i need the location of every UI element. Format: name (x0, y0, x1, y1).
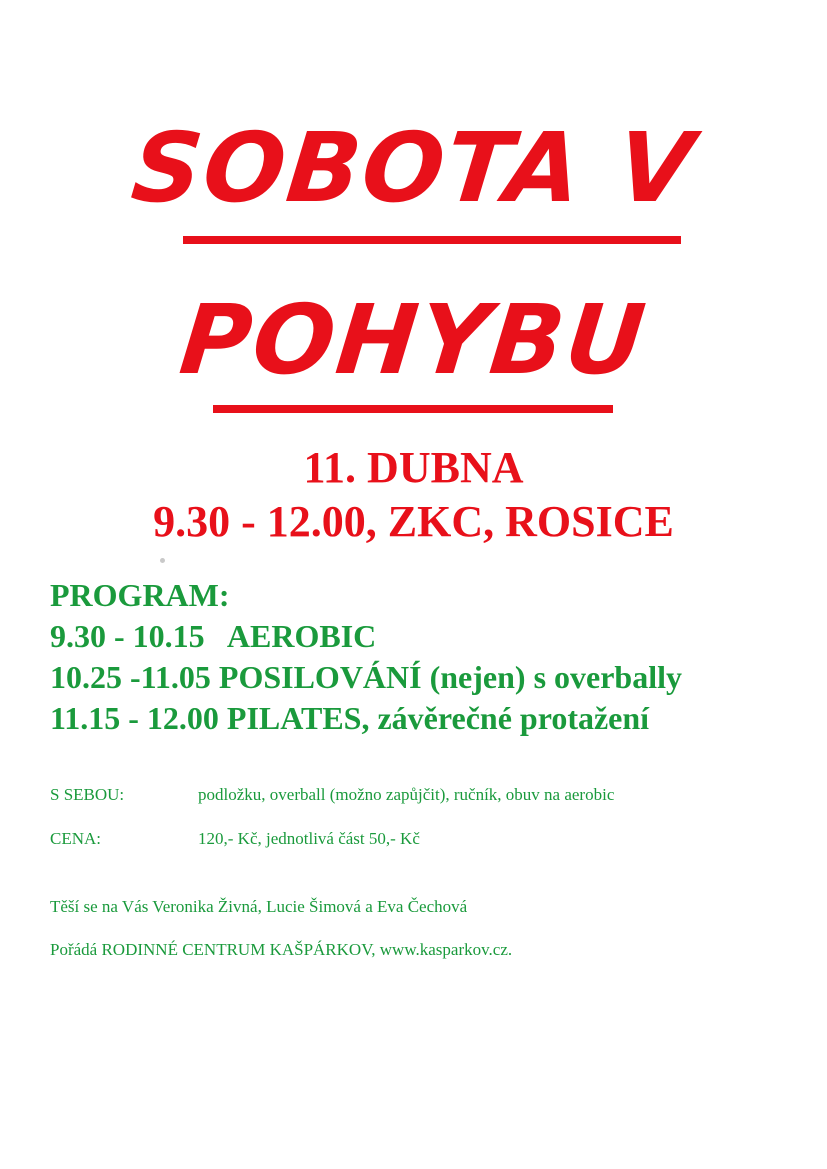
program-item-activity: AEROBIC (226, 618, 377, 654)
poster-title-line1: SOBOTA V (126, 112, 701, 224)
price-row (50, 829, 420, 849)
program-item-time: 11.15 - 12.00 (50, 700, 219, 736)
event-date: 11. DUBNA (303, 443, 524, 492)
bring-label: S SEBOU: (50, 785, 125, 804)
price-value: 120,- Kč, jednotlivá část 50,- Kč (198, 829, 420, 848)
program-item (50, 659, 682, 696)
poster-title-line2: POHYBU (175, 284, 652, 396)
price-label: CENA: (50, 829, 101, 848)
program-item-time: 9.30 - 10.15 (50, 618, 205, 654)
title-underline-1 (183, 236, 681, 244)
program-item-time: 10.25 -11.05 (50, 659, 211, 695)
program-item-activity: POSILOVÁNÍ (nejen) s overbally (218, 659, 682, 695)
bring-row (50, 785, 614, 805)
organizer-text: Pořádá RODINNÉ CENTRUM KAŠPÁRKOV, www.kasparkov.cz. (50, 940, 513, 959)
program-item (50, 618, 376, 655)
stray-dot (160, 558, 165, 563)
hosts-text: Těší se na Vás Veronika Živná, Lucie Šimová a Eva Čechová (50, 897, 468, 916)
bring-value: podložku, overball (možno zapůjčit), ručník, obuv na aerobic (198, 785, 615, 804)
event-time-place: 9.30 - 12.00, ZKC, ROSICE (153, 497, 674, 546)
program-item (50, 700, 649, 737)
title-underline-2 (213, 405, 613, 413)
program-item-activity: PILATES, závěrečné protažení (226, 700, 650, 736)
program-heading: PROGRAM: (50, 577, 230, 613)
